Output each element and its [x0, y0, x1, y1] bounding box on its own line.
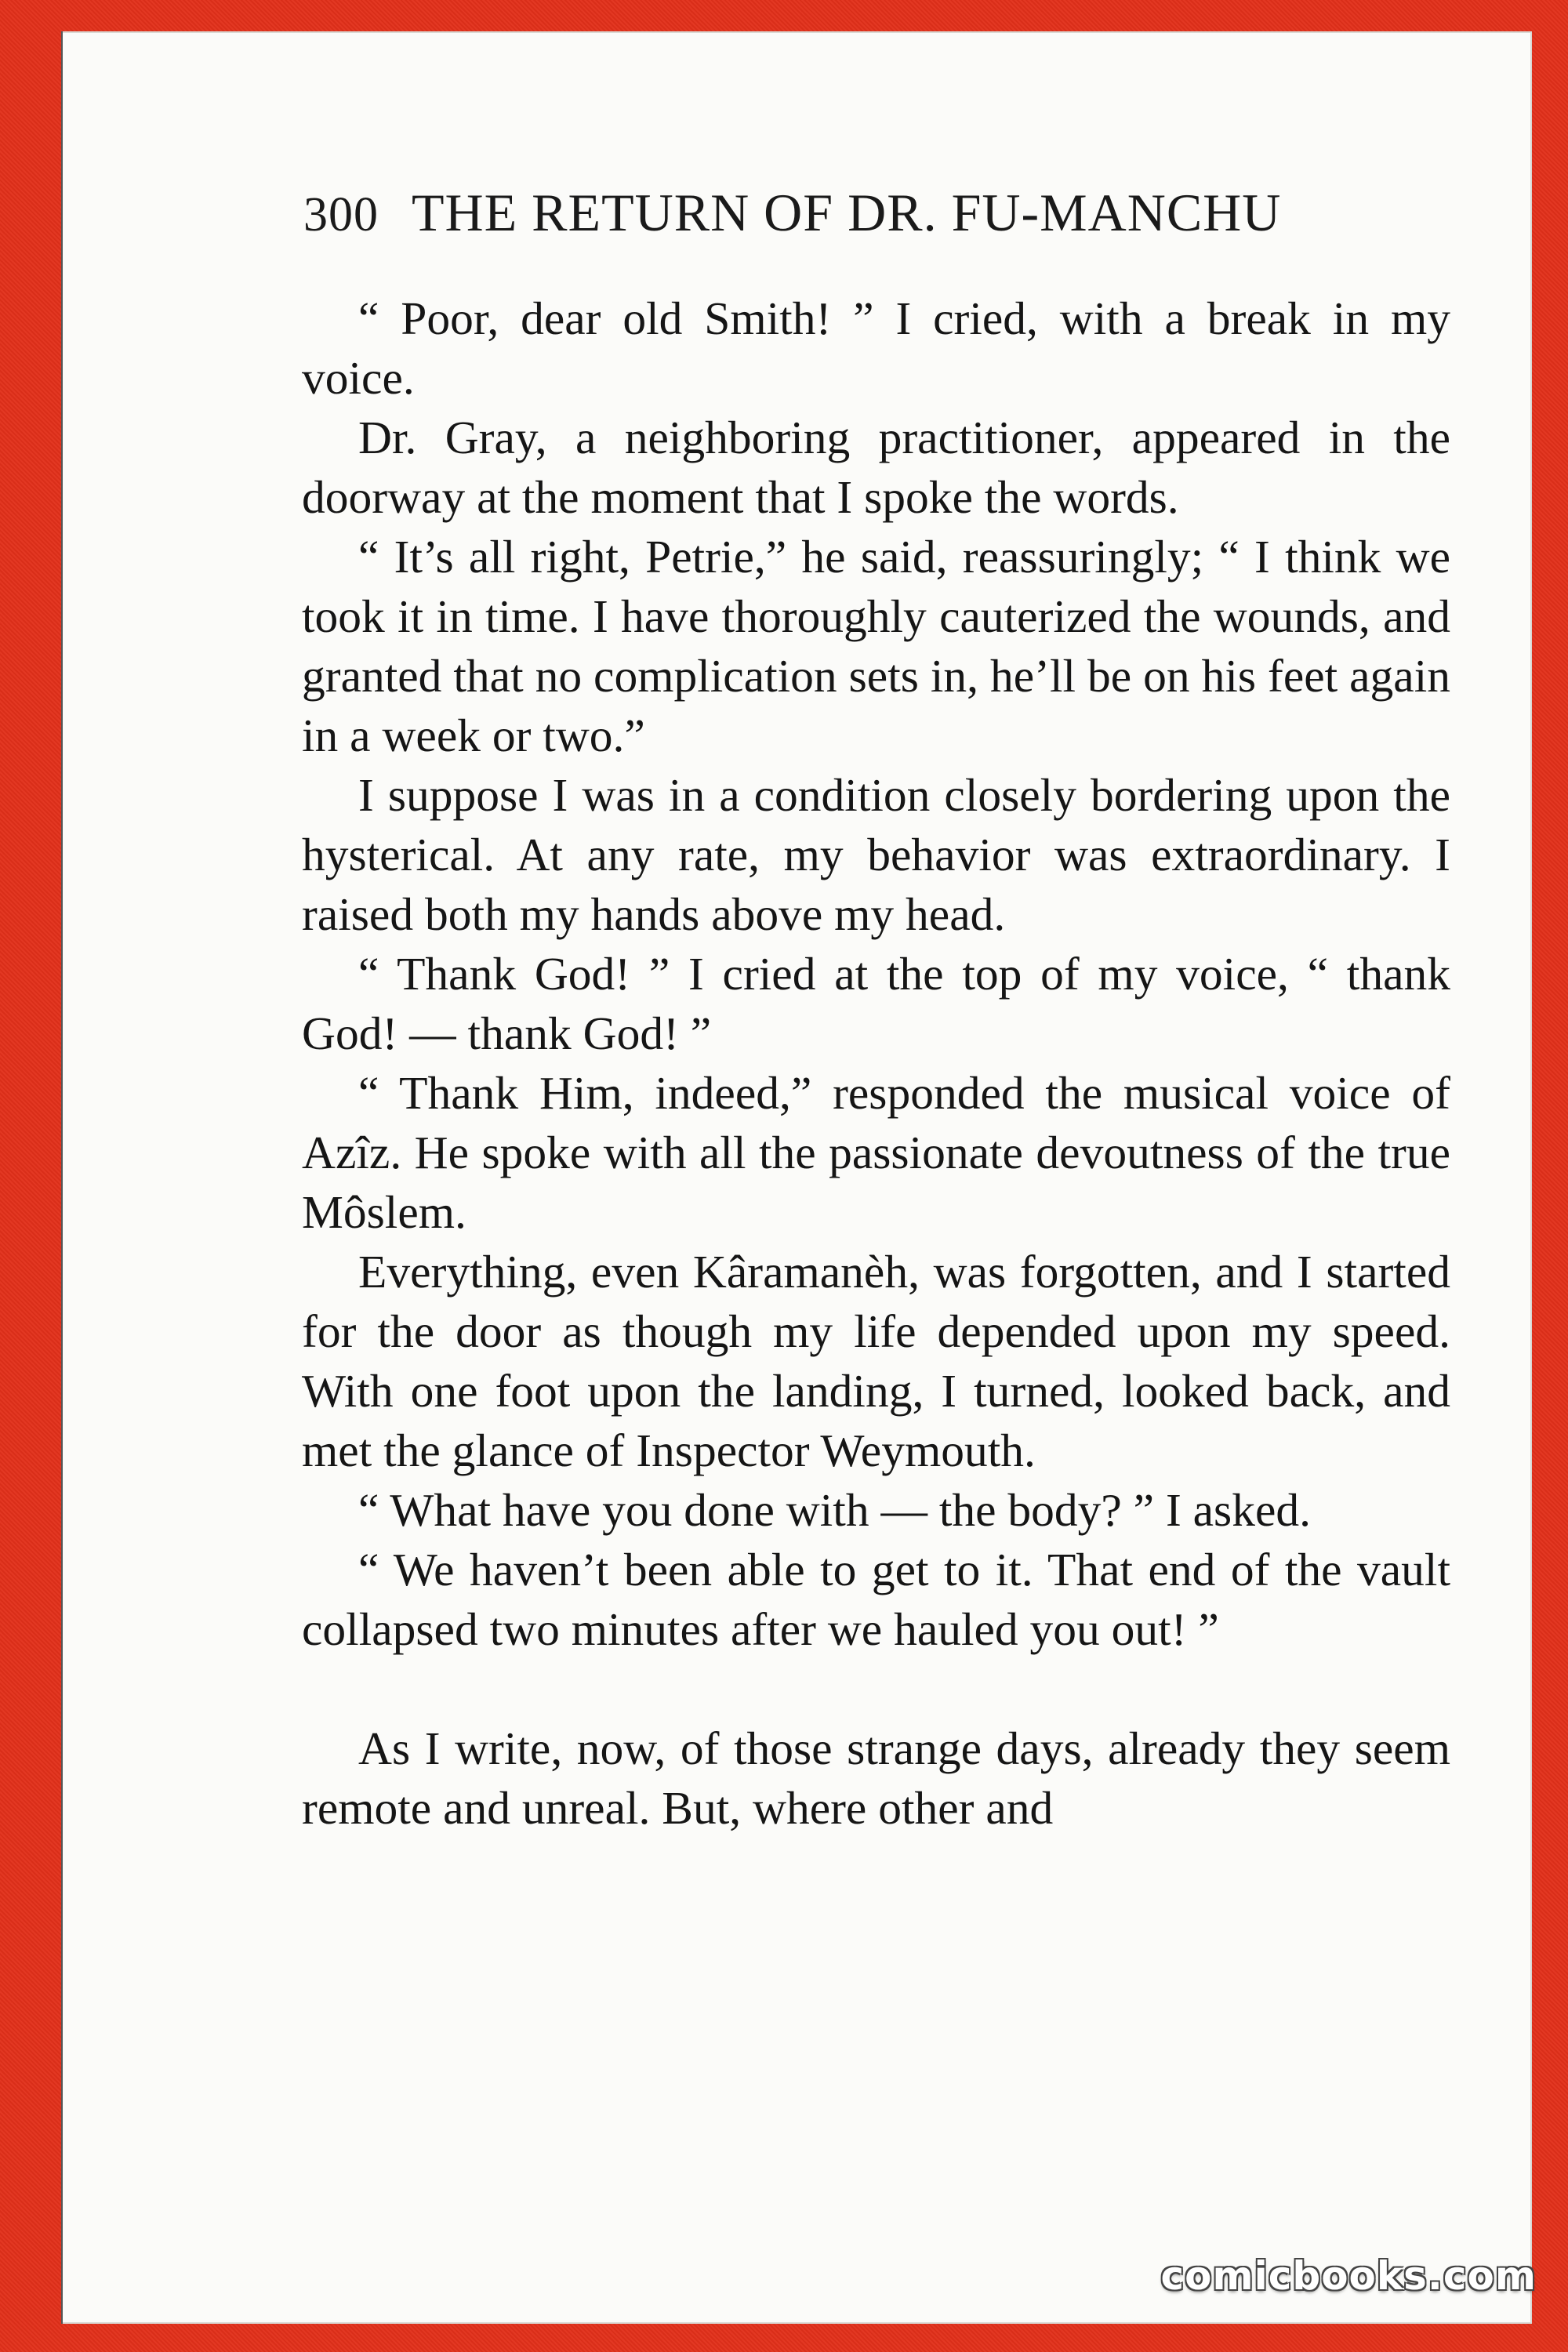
paragraph: “ Poor, dear old Smith! ” I cried, with a break in my voice. [302, 292, 1450, 404]
paragraph: Everything, even Kâramanèh, was forgotten, and I started for the door as though my life depended upon my speed. With one foot upon the landing, I turned, looked back, and met the glance of Inspector Weymouth. [302, 1246, 1450, 1476]
paragraph: “ We haven’t been able to get to it. That end of the vault collapsed two minutes after we hauled you out! ” [302, 1544, 1450, 1655]
paragraph: “ What have you done with — the body? ” I asked. [358, 1484, 1311, 1536]
section-break [302, 1659, 1450, 1719]
body-text [302, 289, 1450, 1838]
page-left-edge [61, 31, 63, 2324]
running-title: THE RETURN OF DR. FU-MANCHU [412, 183, 1282, 242]
page-number: 300 [303, 188, 379, 241]
watermark: comicbooks.com [1160, 2253, 1537, 2299]
paragraph: “ It’s all right, Petrie,” he said, reassuringly; “ I think we took it in time. I have thoroughly cauterized the wounds, and granted that no complication sets in, he’ll be on his feet again in a week or two.” [302, 531, 1450, 761]
paragraph: “ Thank God! ” I cried at the top of my voice, “ thank God! — thank God! ” [302, 948, 1450, 1059]
paragraph: “ Thank Him, indeed,” responded the musical voice of Azîz. He spoke with all the passionate devoutness of the true Môslem. [302, 1067, 1450, 1238]
page-header [303, 182, 1425, 252]
paragraph: I suppose I was in a condition closely bordering upon the hysterical. At any rate, my behavior was extraordinary. I raised both my hands above my head. [302, 769, 1450, 940]
paragraph: Dr. Gray, a neighboring practitioner, appeared in the doorway at the moment that I spoke the words. [302, 412, 1450, 523]
closing-paragraph: As I write, now, of those strange days, already they seem remote and unreal. But, where other and [302, 1722, 1450, 1834]
